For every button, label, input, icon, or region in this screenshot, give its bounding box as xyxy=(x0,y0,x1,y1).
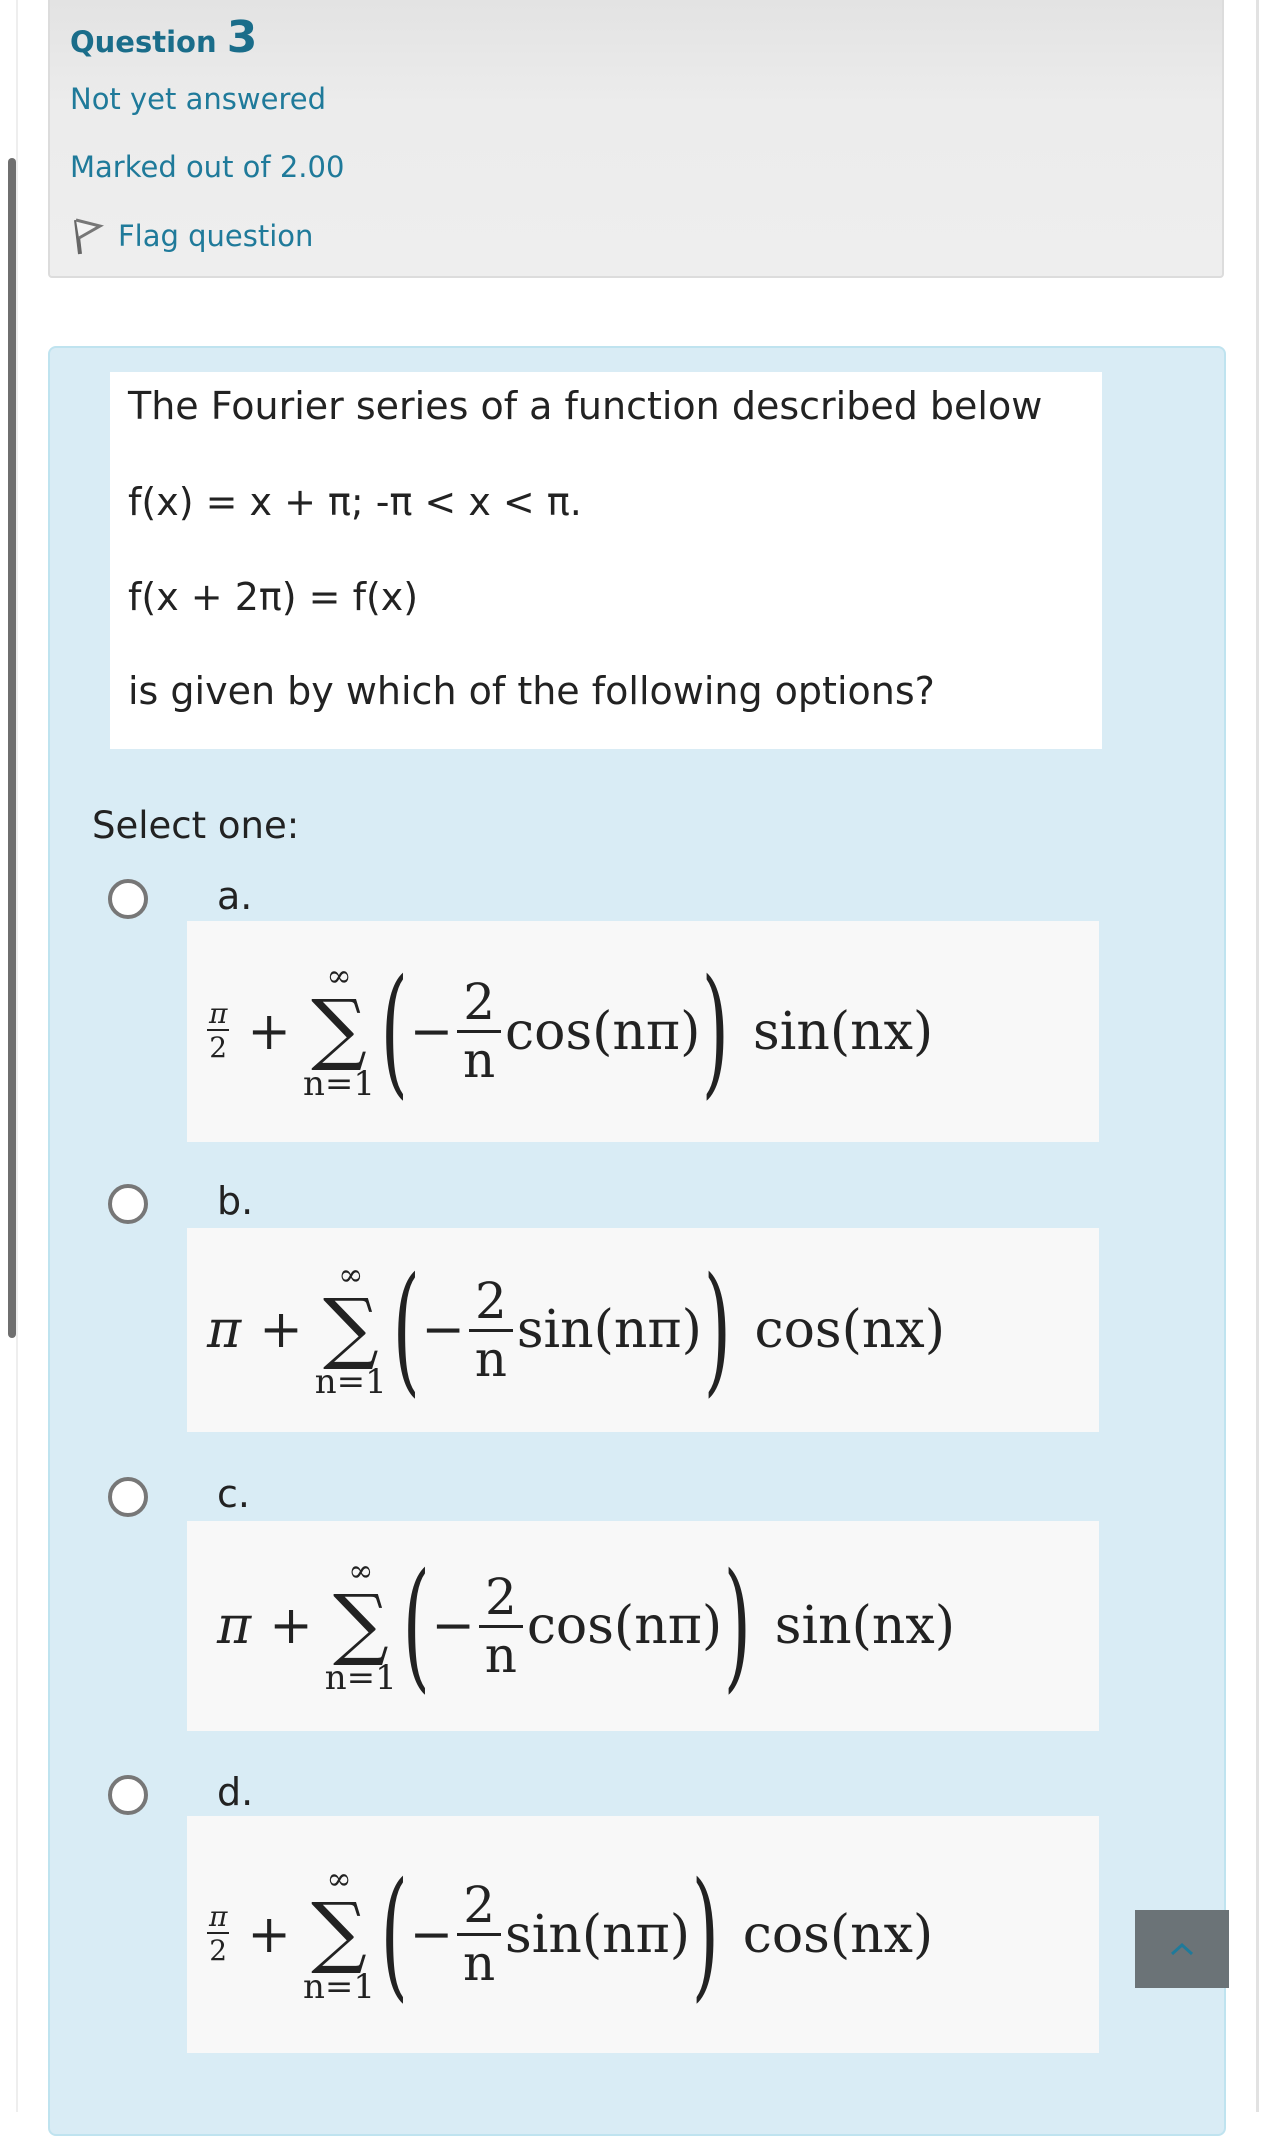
option-a-radio[interactable] xyxy=(108,879,148,919)
plus-sign: + xyxy=(247,1904,291,1965)
flag-question-label: Flag question xyxy=(118,219,314,253)
minus-sign: − xyxy=(431,1596,475,1656)
lead-term: π xyxy=(207,1300,242,1360)
page-frame-left xyxy=(16,0,18,2112)
inner-function: cos(nπ) xyxy=(505,1001,701,1062)
lead-den: 2 xyxy=(209,1031,228,1065)
question-text-line: is given by which of the following options? xyxy=(128,669,935,713)
question-state: Not yet answered xyxy=(70,82,326,116)
option-d-label[interactable]: d. xyxy=(217,1770,254,1814)
sum-lower: n=1 xyxy=(302,1966,376,2007)
fraction xyxy=(457,1878,501,1991)
frac-den: n xyxy=(484,1625,517,1684)
left-paren: ( xyxy=(402,1544,430,1707)
plus-sign: + xyxy=(269,1596,313,1656)
right-paren: ) xyxy=(702,949,730,1113)
option-c-radio[interactable] xyxy=(108,1477,148,1517)
option-a-label[interactable]: a. xyxy=(217,874,253,918)
outer-function: sin(nx) xyxy=(753,1001,934,1062)
lead-den: 2 xyxy=(209,1934,228,1968)
sum-lower: n=1 xyxy=(324,1658,397,1699)
minus-sign: − xyxy=(421,1300,465,1360)
question-text-line: f(x + 2π) = f(x) xyxy=(128,575,419,619)
option-c-formula[interactable] xyxy=(187,1521,1099,1731)
outer-function: sin(nx) xyxy=(774,1596,955,1656)
sigma-symbol: ∑ xyxy=(332,1578,389,1669)
scrollbar[interactable] xyxy=(8,158,16,1338)
select-one-prompt: Select one: xyxy=(92,804,300,847)
lead-num: π xyxy=(209,996,228,1030)
question-text-line: f(x) = x + π; -π < x < π. xyxy=(128,480,582,524)
question-number: 3 xyxy=(226,12,258,63)
sum-upper: ∞ xyxy=(348,1553,374,1589)
option-a-formula[interactable] xyxy=(187,921,1099,1142)
sum-upper: ∞ xyxy=(338,1257,364,1293)
sum-upper: ∞ xyxy=(326,959,352,995)
fraction xyxy=(479,1567,523,1684)
outer-function: cos(nx) xyxy=(754,1300,945,1360)
question-grade: Marked out of 2.00 xyxy=(70,150,345,184)
flag-question-button[interactable] xyxy=(70,216,313,256)
left-paren: ( xyxy=(380,1852,408,2016)
minus-sign: − xyxy=(409,1904,454,1965)
option-d-formula[interactable] xyxy=(187,1816,1099,2053)
frac-num: 2 xyxy=(457,975,501,1033)
frac-num: 2 xyxy=(469,1274,513,1332)
inner-function: cos(nπ) xyxy=(526,1596,723,1656)
frac-den: n xyxy=(463,1934,496,1992)
fraction xyxy=(457,975,501,1088)
sigma-symbol: ∑ xyxy=(311,1887,367,1978)
outer-function: cos(nx) xyxy=(742,1904,934,1965)
sum-lower: n=1 xyxy=(302,1063,376,1104)
option-b-label[interactable]: b. xyxy=(217,1179,254,1223)
question-text-line: The Fourier series of a function described below xyxy=(128,384,1043,428)
inner-function: sin(nπ) xyxy=(505,1904,691,1965)
option-d-radio[interactable] xyxy=(108,1775,148,1815)
option-b-radio[interactable] xyxy=(108,1184,148,1224)
sigma-symbol: ∑ xyxy=(311,984,367,1075)
left-paren: ( xyxy=(392,1248,420,1411)
frac-num: 2 xyxy=(457,1878,501,1936)
plus-sign: + xyxy=(259,1300,303,1360)
option-b-formula[interactable] xyxy=(187,1228,1099,1432)
right-paren: ) xyxy=(723,1544,752,1707)
back-to-top-button[interactable] xyxy=(1135,1910,1229,1988)
plus-sign: + xyxy=(247,1001,291,1062)
flag-icon xyxy=(70,216,104,256)
lead-fraction xyxy=(207,996,229,1065)
summation xyxy=(314,1257,387,1403)
chevron-up-icon xyxy=(1170,1942,1194,1956)
summation xyxy=(302,1862,376,2007)
lead-fraction xyxy=(207,1899,229,1968)
page-frame-right xyxy=(1256,0,1259,2112)
frac-den: n xyxy=(463,1031,496,1089)
lead-num: π xyxy=(209,1899,228,1933)
question-label: Question xyxy=(70,25,217,59)
summation xyxy=(302,959,376,1104)
frac-den: n xyxy=(474,1329,507,1388)
sum-lower: n=1 xyxy=(314,1362,387,1403)
sigma-symbol: ∑ xyxy=(322,1282,379,1373)
lead-term: π xyxy=(217,1596,252,1656)
sum-upper: ∞ xyxy=(326,1862,352,1898)
fraction xyxy=(469,1271,513,1388)
question-number-heading xyxy=(70,12,257,63)
option-c-label[interactable]: c. xyxy=(217,1472,250,1516)
right-paren: ) xyxy=(703,1248,731,1411)
right-paren: ) xyxy=(691,1852,720,2016)
inner-function: sin(nπ) xyxy=(516,1300,702,1360)
frac-num: 2 xyxy=(479,1570,523,1628)
minus-sign: − xyxy=(409,1001,454,1062)
summation xyxy=(324,1553,397,1699)
left-paren: ( xyxy=(380,949,408,1113)
